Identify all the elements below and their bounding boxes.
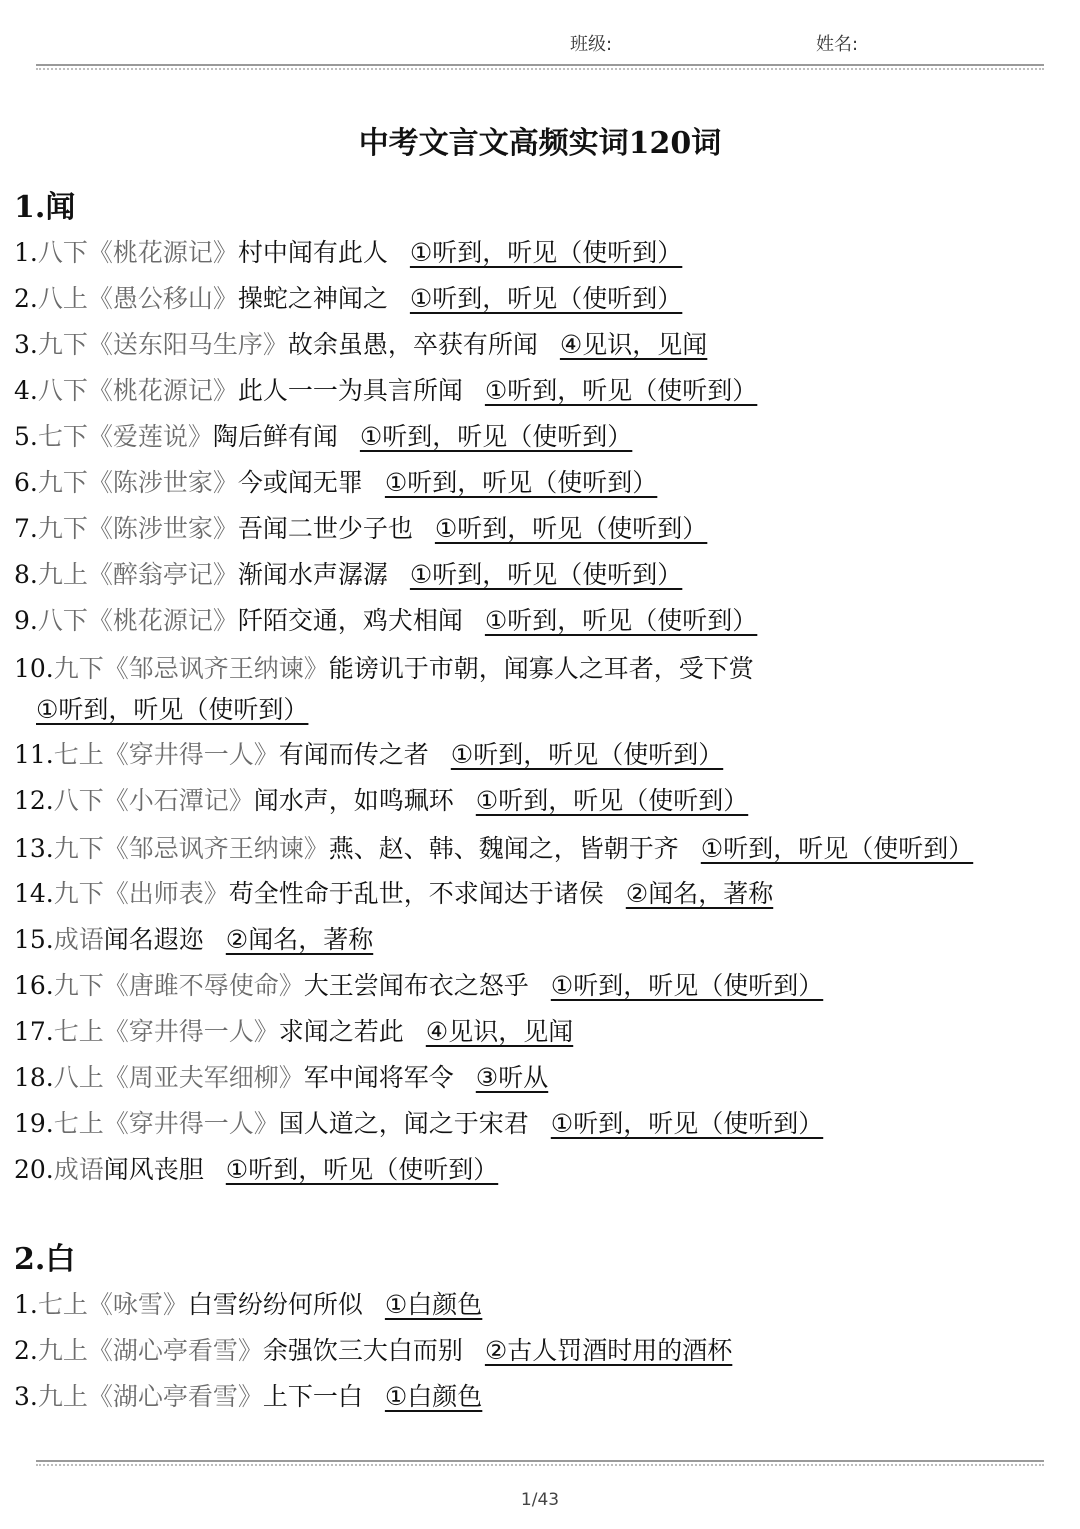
entry-sentence: 余强饮三大白而别	[262, 1336, 463, 1365]
entry-answer: ①听到，听见（使听到）	[550, 971, 824, 1000]
entry-source: 七上《穿井得一人》	[53, 740, 279, 769]
entry-answer: ①听到，听见（使听到）	[384, 468, 658, 497]
entry-answer: ①听到，听见（使听到）	[484, 376, 758, 405]
entry-sentence: 大王尝闻布衣之怒乎	[303, 971, 529, 1000]
class-label: 班级:	[570, 34, 613, 55]
entry-source: 八上《愚公移山》	[37, 284, 238, 313]
entry-sentence: 闻名遐迩	[103, 925, 204, 954]
entry-source: 八下《桃花源记》	[37, 376, 238, 405]
list-item	[14, 414, 1054, 460]
entry-answer: ①听到，听见（使听到）	[409, 284, 683, 313]
list-item	[14, 1147, 1054, 1193]
list-item	[14, 732, 1054, 778]
footer-divider	[36, 1460, 1044, 1466]
entry-answer: ①听到，听见（使听到）	[409, 560, 683, 589]
list-item	[14, 276, 1054, 322]
entry-sentence: 今或闻无罪	[237, 468, 363, 497]
entry-source: 九下《唐雎不辱使命》	[53, 971, 304, 1000]
entry-number: 6.	[14, 468, 38, 497]
section-wen	[14, 186, 1054, 1193]
list-item	[14, 552, 1054, 598]
entry-answer: ③听从	[475, 1063, 549, 1092]
entry-sentence: 渐闻水声潺潺	[237, 560, 388, 589]
entry-source: 七上《穿井得一人》	[53, 1109, 279, 1138]
entry-source: 九上《湖心亭看雪》	[37, 1382, 263, 1411]
entry-answer: ①白颜色	[384, 1382, 483, 1411]
entry-number: 11.	[14, 740, 54, 769]
entry-sentence: 燕、赵、韩、魏闻之，皆朝于齐	[328, 834, 679, 863]
entry-sentence: 求闻之若此	[278, 1017, 404, 1046]
entry-number: 1.	[14, 1290, 38, 1319]
entry-number: 18.	[14, 1063, 54, 1092]
section-heading: 1.闻	[14, 190, 76, 225]
entry-sentence: 白雪纷纷何所似	[187, 1290, 363, 1319]
list-item	[14, 917, 1054, 963]
entry-source: 九上《湖心亭看雪》	[37, 1336, 263, 1365]
entry-source: 成语	[53, 925, 104, 954]
entry-number: 1.	[14, 238, 38, 267]
entry-answer: ④见识，见闻	[559, 330, 708, 359]
document-title: 中考文言文高频实词120词	[358, 126, 722, 161]
entry-number: 3.	[14, 330, 38, 359]
entry-sentence: 闻水声，如鸣珮环	[253, 786, 454, 815]
entry-source: 九下《邹忌讽齐王纳谏》	[53, 654, 329, 683]
list-item	[14, 506, 1054, 552]
entry-source: 九下《陈涉世家》	[37, 468, 238, 497]
list-item	[14, 778, 1054, 824]
entry-answer: ②闻名，著称	[625, 879, 774, 908]
entry-answer: ①听到，听见（使听到）	[450, 740, 724, 769]
entry-answer: ②闻名，著称	[225, 925, 374, 954]
entry-sentence: 军中闻将军令	[303, 1063, 454, 1092]
entry-answer: ①听到，听见（使听到）	[36, 695, 309, 724]
entry-number: 16.	[14, 971, 54, 1000]
list-item	[14, 1101, 1054, 1147]
list-item	[14, 1282, 1054, 1328]
entry-source: 七上《咏雪》	[37, 1290, 188, 1319]
header-fields	[0, 30, 1080, 60]
entry-number: 7.	[14, 514, 38, 543]
entry-source: 九下《送东阳马生序》	[37, 330, 288, 359]
list-item	[14, 230, 1054, 276]
page-number: 1/43	[520, 1490, 560, 1510]
entry-number: 2.	[14, 284, 38, 313]
list-item	[14, 1374, 1054, 1420]
header-divider	[36, 64, 1044, 70]
entry-number: 13.	[14, 834, 54, 863]
entry-answer: ①听到，听见（使听到）	[700, 834, 974, 863]
entry-number: 17.	[14, 1017, 54, 1046]
entry-number: 2.	[14, 1336, 38, 1365]
list-item	[14, 368, 1054, 414]
list-item	[14, 598, 1054, 644]
list-item	[14, 460, 1054, 506]
list-item	[14, 871, 1054, 917]
entry-source: 七上《穿井得一人》	[53, 1017, 279, 1046]
name-label: 姓名:	[816, 34, 859, 55]
entry-number: 9.	[14, 606, 38, 635]
entry-source: 九下《出师表》	[53, 879, 229, 908]
entry-answer: ①听到，听见（使听到）	[475, 786, 749, 815]
entry-source: 九上《醉翁亭记》	[37, 560, 238, 589]
entry-number: 5.	[14, 422, 38, 451]
entry-sentence: 苟全性命于乱世，不求闻达于诸侯	[228, 879, 604, 908]
entry-sentence: 有闻而传之者	[278, 740, 429, 769]
entry-sentence: 能谤讥于市朝，闻寡人之耳者，受下赏	[328, 654, 754, 683]
entry-sentence: 故余虽愚，卒获有所闻	[287, 330, 538, 359]
entry-source: 成语	[53, 1155, 104, 1184]
section-bai	[14, 1238, 1054, 1420]
section-heading: 2.白	[14, 1242, 76, 1277]
entry-number: 15.	[14, 925, 54, 954]
entry-sentence: 村中闻有此人	[237, 238, 388, 267]
entry-answer: ④见识，见闻	[425, 1017, 574, 1046]
entry-source: 九下《陈涉世家》	[37, 514, 238, 543]
entry-source: 八下《桃花源记》	[37, 238, 238, 267]
list-item	[14, 963, 1054, 1009]
list-item	[14, 1009, 1054, 1055]
entry-number: 12.	[14, 786, 54, 815]
entry-sentence: 陶后鲜有闻	[212, 422, 338, 451]
entry-source: 八上《周亚夫军细柳》	[53, 1063, 304, 1092]
entry-number: 4.	[14, 376, 38, 405]
entry-answer: ①听到，听见（使听到）	[409, 238, 683, 267]
entry-number: 19.	[14, 1109, 54, 1138]
entry-number: 10.	[14, 654, 54, 683]
entry-number: 14.	[14, 879, 54, 908]
entry-answer: ②古人罚酒时用的酒杯	[484, 1336, 733, 1365]
list-item	[14, 824, 1054, 871]
entry-sentence: 上下一白	[262, 1382, 363, 1411]
entry-answer: ①听到，听见（使听到）	[359, 422, 633, 451]
list-item	[14, 1328, 1054, 1374]
entry-source: 八下《桃花源记》	[37, 606, 238, 635]
entry-answer: ①白颜色	[384, 1290, 483, 1319]
entry-sentence: 闻风丧胆	[103, 1155, 204, 1184]
entry-source: 九下《邹忌讽齐王纳谏》	[53, 834, 329, 863]
entry-source: 七下《爱莲说》	[37, 422, 213, 451]
entry-answer: ①听到，听见（使听到）	[550, 1109, 824, 1138]
list-item	[14, 644, 1054, 732]
entry-source: 八下《小石潭记》	[53, 786, 254, 815]
entry-sentence: 吾闻二世少子也	[237, 514, 413, 543]
entry-answer: ①听到，听见（使听到）	[434, 514, 708, 543]
entry-number: 8.	[14, 560, 38, 589]
list-item	[14, 322, 1054, 368]
entry-answer: ①听到，听见（使听到）	[484, 606, 758, 635]
entry-answer: ①听到，听见（使听到）	[225, 1155, 499, 1184]
entry-number: 20.	[14, 1155, 54, 1184]
list-item	[14, 1055, 1054, 1101]
entry-sentence: 阡陌交通，鸡犬相闻	[237, 606, 463, 635]
entry-sentence: 国人道之，闻之于宋君	[278, 1109, 529, 1138]
entry-sentence: 操蛇之神闻之	[237, 284, 388, 313]
entry-number: 3.	[14, 1382, 38, 1411]
entry-sentence: 此人一一为具言所闻	[237, 376, 463, 405]
